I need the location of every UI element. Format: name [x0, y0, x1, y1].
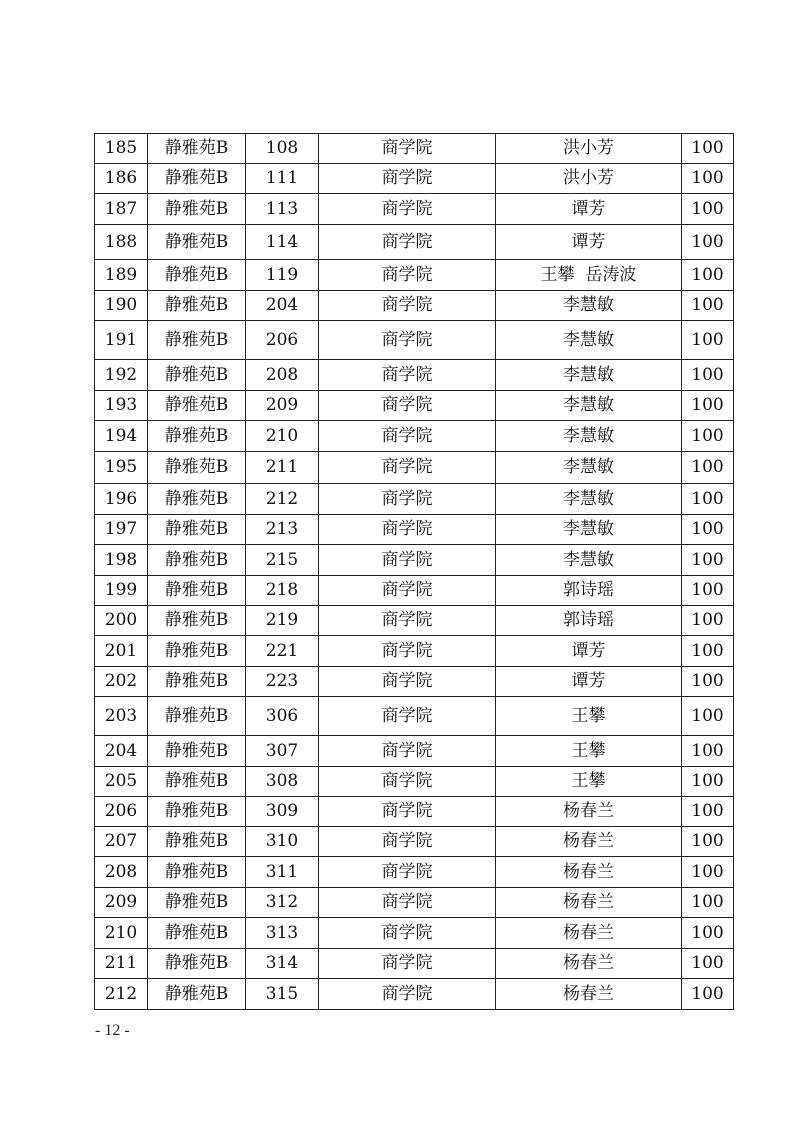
cell-score: 100: [682, 979, 734, 1010]
cell-room: 218: [246, 576, 319, 606]
table-row: [95, 918, 734, 949]
cell-person: 李慧敏: [496, 515, 682, 545]
cell-score: 100: [682, 797, 734, 827]
cell-college: 商学院: [319, 134, 496, 164]
cell-room: 311: [246, 857, 319, 888]
cell-score: 100: [682, 515, 734, 545]
cell-college: 商学院: [319, 576, 496, 606]
cell-room: 111: [246, 164, 319, 194]
cell-college: 商学院: [319, 949, 496, 979]
cell-no: 200: [95, 606, 148, 636]
cell-college: 商学院: [319, 827, 496, 857]
cell-college: 商学院: [319, 767, 496, 797]
cell-no: 212: [95, 979, 148, 1010]
cell-score: 100: [682, 164, 734, 194]
cell-college: 商学院: [319, 667, 496, 697]
table-row: [95, 164, 734, 194]
cell-person: 杨春兰: [496, 857, 682, 888]
cell-person: 李慧敏: [496, 545, 682, 576]
cell-no: 196: [95, 484, 148, 515]
cell-no: 187: [95, 194, 148, 225]
cell-college: 商学院: [319, 797, 496, 827]
cell-no: 197: [95, 515, 148, 545]
cell-score: 100: [682, 194, 734, 225]
cell-person: 王攀 岳涛波: [496, 260, 682, 291]
cell-college: 商学院: [319, 164, 496, 194]
cell-no: 190: [95, 291, 148, 321]
cell-room: 119: [246, 260, 319, 291]
cell-room: 209: [246, 391, 319, 421]
cell-building: 静雅苑B: [148, 979, 246, 1010]
table-row: [95, 636, 734, 667]
cell-no: 208: [95, 857, 148, 888]
cell-score: 100: [682, 697, 734, 736]
table-row: [95, 391, 734, 421]
cell-person: 杨春兰: [496, 949, 682, 979]
cell-room: 204: [246, 291, 319, 321]
table-row: [95, 767, 734, 797]
cell-building: 静雅苑B: [148, 888, 246, 918]
cell-college: 商学院: [319, 260, 496, 291]
cell-score: 100: [682, 606, 734, 636]
cell-person: 谭芳: [496, 194, 682, 225]
cell-room: 223: [246, 667, 319, 697]
cell-person: 杨春兰: [496, 979, 682, 1010]
table-row: [95, 134, 734, 164]
cell-building: 静雅苑B: [148, 767, 246, 797]
cell-college: 商学院: [319, 918, 496, 949]
cell-score: 100: [682, 667, 734, 697]
cell-room: 114: [246, 225, 319, 260]
cell-building: 静雅苑B: [148, 918, 246, 949]
cell-building: 静雅苑B: [148, 452, 246, 484]
cell-room: 212: [246, 484, 319, 515]
cell-person: 李慧敏: [496, 452, 682, 484]
cell-building: 静雅苑B: [148, 636, 246, 667]
cell-college: 商学院: [319, 636, 496, 667]
table-row: [95, 667, 734, 697]
cell-building: 静雅苑B: [148, 164, 246, 194]
cell-building: 静雅苑B: [148, 225, 246, 260]
cell-no: 209: [95, 888, 148, 918]
cell-score: 100: [682, 736, 734, 767]
cell-no: 203: [95, 697, 148, 736]
cell-room: 307: [246, 736, 319, 767]
cell-person: 李慧敏: [496, 360, 682, 391]
cell-building: 静雅苑B: [148, 194, 246, 225]
cell-score: 100: [682, 767, 734, 797]
cell-score: 100: [682, 452, 734, 484]
cell-room: 219: [246, 606, 319, 636]
cell-score: 100: [682, 225, 734, 260]
cell-room: 314: [246, 949, 319, 979]
cell-building: 静雅苑B: [148, 949, 246, 979]
table-row: [95, 827, 734, 857]
cell-building: 静雅苑B: [148, 391, 246, 421]
cell-person: 王攀: [496, 697, 682, 736]
cell-building: 静雅苑B: [148, 134, 246, 164]
cell-no: 199: [95, 576, 148, 606]
cell-building: 静雅苑B: [148, 545, 246, 576]
cell-college: 商学院: [319, 360, 496, 391]
cell-person: 李慧敏: [496, 391, 682, 421]
cell-college: 商学院: [319, 225, 496, 260]
cell-building: 静雅苑B: [148, 736, 246, 767]
table-row: [95, 260, 734, 291]
cell-college: 商学院: [319, 606, 496, 636]
cell-person: 谭芳: [496, 667, 682, 697]
cell-college: 商学院: [319, 888, 496, 918]
cell-no: 195: [95, 452, 148, 484]
cell-college: 商学院: [319, 194, 496, 225]
cell-person: 杨春兰: [496, 797, 682, 827]
cell-no: 210: [95, 918, 148, 949]
cell-no: 201: [95, 636, 148, 667]
table-row: [95, 484, 734, 515]
cell-room: 312: [246, 888, 319, 918]
cell-building: 静雅苑B: [148, 260, 246, 291]
cell-college: 商学院: [319, 979, 496, 1010]
table-row: [95, 576, 734, 606]
table-row: [95, 225, 734, 260]
cell-building: 静雅苑B: [148, 421, 246, 452]
cell-score: 100: [682, 636, 734, 667]
cell-college: 商学院: [319, 857, 496, 888]
cell-building: 静雅苑B: [148, 697, 246, 736]
cell-person: 杨春兰: [496, 888, 682, 918]
cell-room: 310: [246, 827, 319, 857]
cell-score: 100: [682, 360, 734, 391]
cell-score: 100: [682, 134, 734, 164]
cell-score: 100: [682, 918, 734, 949]
table-row: [95, 291, 734, 321]
cell-building: 静雅苑B: [148, 576, 246, 606]
cell-person: 郭诗瑶: [496, 576, 682, 606]
table-row: [95, 979, 734, 1010]
cell-room: 206: [246, 321, 319, 360]
cell-room: 108: [246, 134, 319, 164]
cell-no: 198: [95, 545, 148, 576]
cell-building: 静雅苑B: [148, 827, 246, 857]
cell-no: 188: [95, 225, 148, 260]
cell-room: 208: [246, 360, 319, 391]
cell-building: 静雅苑B: [148, 667, 246, 697]
cell-room: 215: [246, 545, 319, 576]
cell-no: 192: [95, 360, 148, 391]
cell-college: 商学院: [319, 391, 496, 421]
table-row: [95, 949, 734, 979]
table-row: [95, 857, 734, 888]
cell-college: 商学院: [319, 452, 496, 484]
cell-person: 杨春兰: [496, 827, 682, 857]
cell-room: 210: [246, 421, 319, 452]
cell-building: 静雅苑B: [148, 606, 246, 636]
cell-person: 李慧敏: [496, 484, 682, 515]
cell-room: 308: [246, 767, 319, 797]
cell-college: 商学院: [319, 484, 496, 515]
cell-person: 王攀: [496, 736, 682, 767]
cell-no: 191: [95, 321, 148, 360]
cell-score: 100: [682, 827, 734, 857]
table-row: [95, 194, 734, 225]
cell-room: 213: [246, 515, 319, 545]
cell-college: 商学院: [319, 736, 496, 767]
cell-person: 谭芳: [496, 636, 682, 667]
table-row: [95, 606, 734, 636]
cell-room: 309: [246, 797, 319, 827]
cell-score: 100: [682, 321, 734, 360]
table-row: [95, 360, 734, 391]
cell-person: 洪小芳: [496, 164, 682, 194]
page-number: - 12 -: [95, 1022, 130, 1039]
cell-college: 商学院: [319, 697, 496, 736]
cell-no: 186: [95, 164, 148, 194]
cell-no: 206: [95, 797, 148, 827]
table-row: [95, 697, 734, 736]
cell-room: 221: [246, 636, 319, 667]
cell-score: 100: [682, 484, 734, 515]
table-body: [95, 134, 734, 1010]
cell-person: 王攀: [496, 767, 682, 797]
table-row: [95, 321, 734, 360]
cell-person: 杨春兰: [496, 918, 682, 949]
cell-score: 100: [682, 888, 734, 918]
cell-score: 100: [682, 421, 734, 452]
cell-building: 静雅苑B: [148, 515, 246, 545]
cell-college: 商学院: [319, 321, 496, 360]
cell-no: 211: [95, 949, 148, 979]
cell-score: 100: [682, 949, 734, 979]
table-row: [95, 545, 734, 576]
table-row: [95, 736, 734, 767]
cell-person: 洪小芳: [496, 134, 682, 164]
dormitory-table: [94, 133, 734, 1010]
cell-score: 100: [682, 391, 734, 421]
cell-college: 商学院: [319, 291, 496, 321]
cell-no: 202: [95, 667, 148, 697]
cell-room: 315: [246, 979, 319, 1010]
table-row: [95, 421, 734, 452]
table-row: [95, 797, 734, 827]
cell-college: 商学院: [319, 545, 496, 576]
cell-person: 郭诗瑶: [496, 606, 682, 636]
cell-room: 211: [246, 452, 319, 484]
cell-no: 189: [95, 260, 148, 291]
cell-no: 185: [95, 134, 148, 164]
cell-college: 商学院: [319, 515, 496, 545]
cell-room: 113: [246, 194, 319, 225]
cell-score: 100: [682, 576, 734, 606]
cell-building: 静雅苑B: [148, 484, 246, 515]
cell-score: 100: [682, 291, 734, 321]
table-row: [95, 515, 734, 545]
cell-college: 商学院: [319, 421, 496, 452]
cell-room: 306: [246, 697, 319, 736]
cell-building: 静雅苑B: [148, 360, 246, 391]
cell-building: 静雅苑B: [148, 857, 246, 888]
cell-no: 204: [95, 736, 148, 767]
table-row: [95, 888, 734, 918]
cell-score: 100: [682, 545, 734, 576]
cell-no: 194: [95, 421, 148, 452]
table-row: [95, 452, 734, 484]
cell-no: 193: [95, 391, 148, 421]
cell-person: 谭芳: [496, 225, 682, 260]
cell-score: 100: [682, 260, 734, 291]
cell-person: 李慧敏: [496, 421, 682, 452]
cell-building: 静雅苑B: [148, 321, 246, 360]
cell-room: 313: [246, 918, 319, 949]
cell-building: 静雅苑B: [148, 797, 246, 827]
cell-building: 静雅苑B: [148, 291, 246, 321]
cell-no: 207: [95, 827, 148, 857]
cell-person: 李慧敏: [496, 321, 682, 360]
cell-no: 205: [95, 767, 148, 797]
cell-score: 100: [682, 857, 734, 888]
cell-person: 李慧敏: [496, 291, 682, 321]
